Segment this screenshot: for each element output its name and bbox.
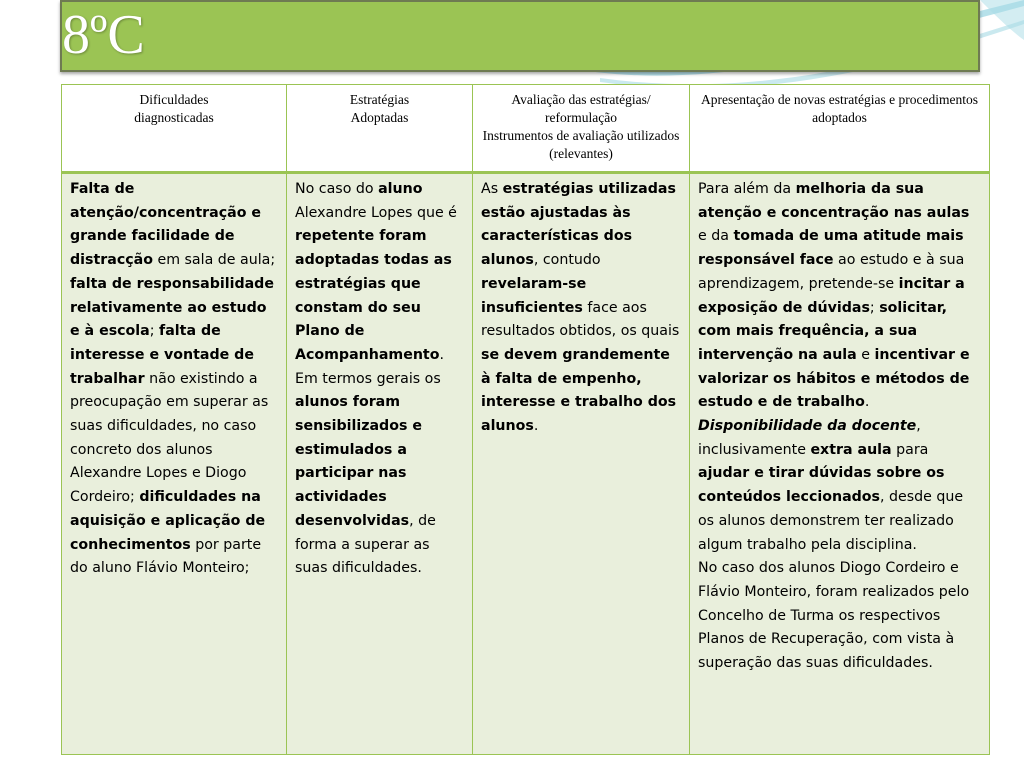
header-strategies: Estratégias Adoptadas — [287, 85, 473, 173]
header-new-strategies: Apresentação de novas estratégias e procedimentos adoptados — [690, 85, 990, 173]
title-bar — [60, 0, 980, 72]
strategies-table — [61, 84, 990, 755]
header-difficulties: Dificuldades diagnosticadas — [62, 85, 287, 173]
table-row — [62, 173, 990, 755]
table-header-row — [62, 85, 990, 173]
cell-evaluation: As estratégias utilizadas estão ajustadas às características dos alunos, contudo revelaram-se insuficientes face aos resultados obtidos, os quais se devem grandemente à falta de empenho, interesse e trabalho dos alunos. — [473, 173, 690, 755]
header-evaluation: Avaliação das estratégias/ reformulação Instrumentos de avaliação utilizados (relevantes) — [473, 85, 690, 173]
slide-title: 8ºC — [62, 4, 145, 66]
cell-strategies: No caso do aluno Alexandre Lopes que é repetente foram adoptadas todas as estratégias que constam do seu Plano de Acompanhamento. Em termos gerais os alunos foram sensibilizados e estimulados a participar nas actividades desenvolvidas, de forma a superar as suas dificuldades. — [287, 173, 473, 755]
cell-difficulties: Falta de atenção/concentração e grande facilidade de distracção em sala de aula; falta de responsabilidade relativamente ao estudo e à escola; falta de interesse e vontade de trabalhar não existindo a preocupação em superar as suas dificuldades, no caso concreto dos alunos Alexandre Lopes e Diogo Cordeiro; dificuldades na aquisição e aplicação de conhecimentos por parte do aluno Flávio Monteiro; — [62, 173, 287, 755]
cell-new-strategies: Para além da melhoria da sua atenção e concentração nas aulas e da tomada de uma atitude mais responsável face ao estudo e à sua aprendizagem, pretende-se incitar a exposição de dúvidas; solicitar, com mais frequência, a sua intervenção na aula e incentivar e valorizar os hábitos e métodos de estudo e de trabalho. Disponibilidade da docente, inclusivamente extra aula para ajudar e tirar dúvidas sobre os conteúdos leccionados, desde que os alunos demonstrem ter realizado algum trabalho pela disciplina. No caso dos alunos Diogo Cordeiro e Flávio Monteiro, foram realizados pelo Concelho de Turma os respectivos Planos de Recuperação, com vista à superação das suas dificuldades. — [690, 173, 990, 755]
